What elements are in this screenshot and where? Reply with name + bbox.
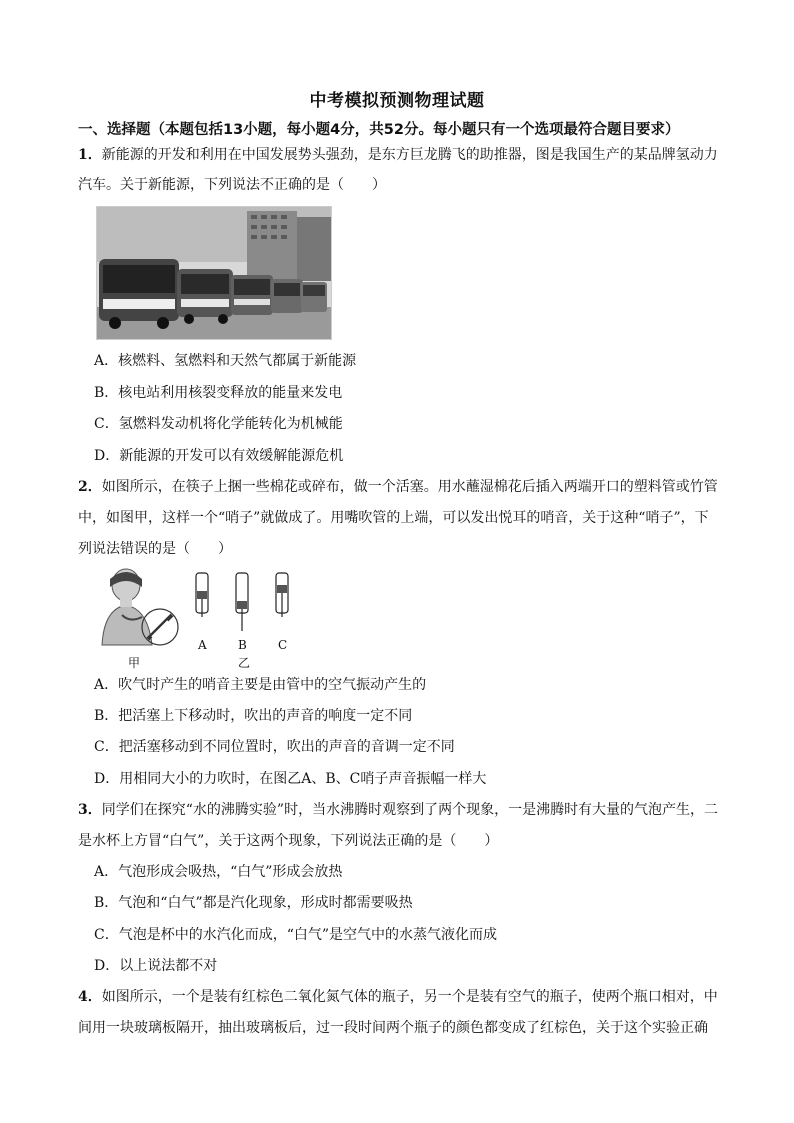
question-4-text: 如图所示，一个是装有红棕色二氧化氮气体的瓶子，另一个是装有空气的瓶子，使两个瓶口相对，中 bbox=[101, 989, 718, 1005]
section-heading: 一、选择题（本题包括13小题，每小题4分，共52分。每小题只有一个选项最符合题目要求） bbox=[78, 122, 680, 138]
question-1-number: 1． bbox=[78, 147, 102, 163]
question-1-line-1 bbox=[78, 146, 718, 164]
whistle-c bbox=[276, 573, 288, 617]
figure-label-yi: 乙 bbox=[238, 656, 251, 670]
figure-label-jia: 甲 bbox=[128, 656, 141, 670]
page-title: 中考模拟预测物理试题 bbox=[309, 91, 485, 111]
question-2-line-1 bbox=[78, 478, 718, 496]
question-2-option-b: B．把活塞上下移动时，吹出的声音的响度一定不同 bbox=[94, 708, 413, 724]
question-3-line-2: 是水杯上方冒“白气”，关于这两个现象，下列说法正确的是（ ） bbox=[78, 833, 499, 849]
question-1-option-c: C．氢燃料发动机将化学能转化为机械能 bbox=[94, 416, 343, 432]
question-4-line-2: 间用一块玻璃板隔开，抽出玻璃板后，过一段时间两个瓶子的颜色都变成了红棕色，关于这个实验正确 bbox=[78, 1020, 708, 1036]
question-3-line-1 bbox=[78, 801, 718, 819]
figure-label-c: C bbox=[278, 638, 288, 652]
figure-label-a: A bbox=[198, 638, 207, 652]
question-1-text: 新能源的开发和利用在中国发展势头强劲，是东方巨龙腾飞的助推器，图是我国生产的某品牌氢动力 bbox=[101, 147, 718, 163]
question-3-option-c: C．气泡是杯中的水汽化而成，“白气”是空气中的水蒸气液化而成 bbox=[94, 927, 498, 943]
question-3-option-a: A．气泡形成会吸热，“白气”形成会放热 bbox=[94, 864, 343, 880]
whistle-b bbox=[236, 573, 248, 631]
question-1-option-a: A．核燃料、氢燃料和天然气都属于新能源 bbox=[94, 353, 357, 369]
question-2-option-d: D．用相同大小的力吹时，在图乙A、B、C哨子声音振幅一样大 bbox=[94, 771, 487, 787]
question-2-option-c: C．把活塞移动到不同位置时，吹出的声音的音调一定不同 bbox=[94, 739, 455, 755]
question-2-line-3: 列说法错误的是（ ） bbox=[78, 541, 232, 557]
whistle-a bbox=[196, 573, 208, 617]
question-3-option-d: D．以上说法都不对 bbox=[94, 958, 218, 974]
question-1-line-2: 汽车。关于新能源，下列说法不正确的是（ ） bbox=[78, 177, 386, 193]
whistle-tube bbox=[148, 615, 172, 639]
question-2-option-a: A．吹气时产生的哨音主要是由管中的空气振动产生的 bbox=[94, 677, 427, 693]
figure-label-b: B bbox=[238, 638, 247, 652]
question-3-number: 3． bbox=[78, 802, 102, 818]
question-4-number: 4． bbox=[78, 989, 102, 1005]
question-3-text: 同学们在探究“水的沸腾实验”时，当水沸腾时观察到了两个现象，一是沸腾时有大量的气泡产生，二 bbox=[101, 802, 719, 818]
girl-figure bbox=[102, 569, 152, 645]
question-4-line-1 bbox=[78, 988, 718, 1006]
question-1-option-b: B．核电站利用核裂变释放的能量来发电 bbox=[94, 385, 343, 401]
question-1-option-d: D．新能源的开发可以有效缓解能源危机 bbox=[94, 448, 344, 464]
question-2-line-2: 中，如图甲，这样一个“哨子”就做成了。用嘴吹管的上端，可以发出悦耳的哨音，关于这种“哨子”，下 bbox=[78, 510, 709, 526]
hydrogen-bus-photo bbox=[96, 206, 332, 340]
question-2-text: 如图所示，在筷子上捆一些棉花或碎布，做一个活塞。用水蘸湿棉花后插入两端开口的塑料管或竹管 bbox=[101, 479, 718, 495]
question-3-option-b: B．气泡和“白气”都是汽化现象，形成时都需要吸热 bbox=[94, 895, 413, 911]
question-2-number: 2． bbox=[78, 479, 102, 495]
